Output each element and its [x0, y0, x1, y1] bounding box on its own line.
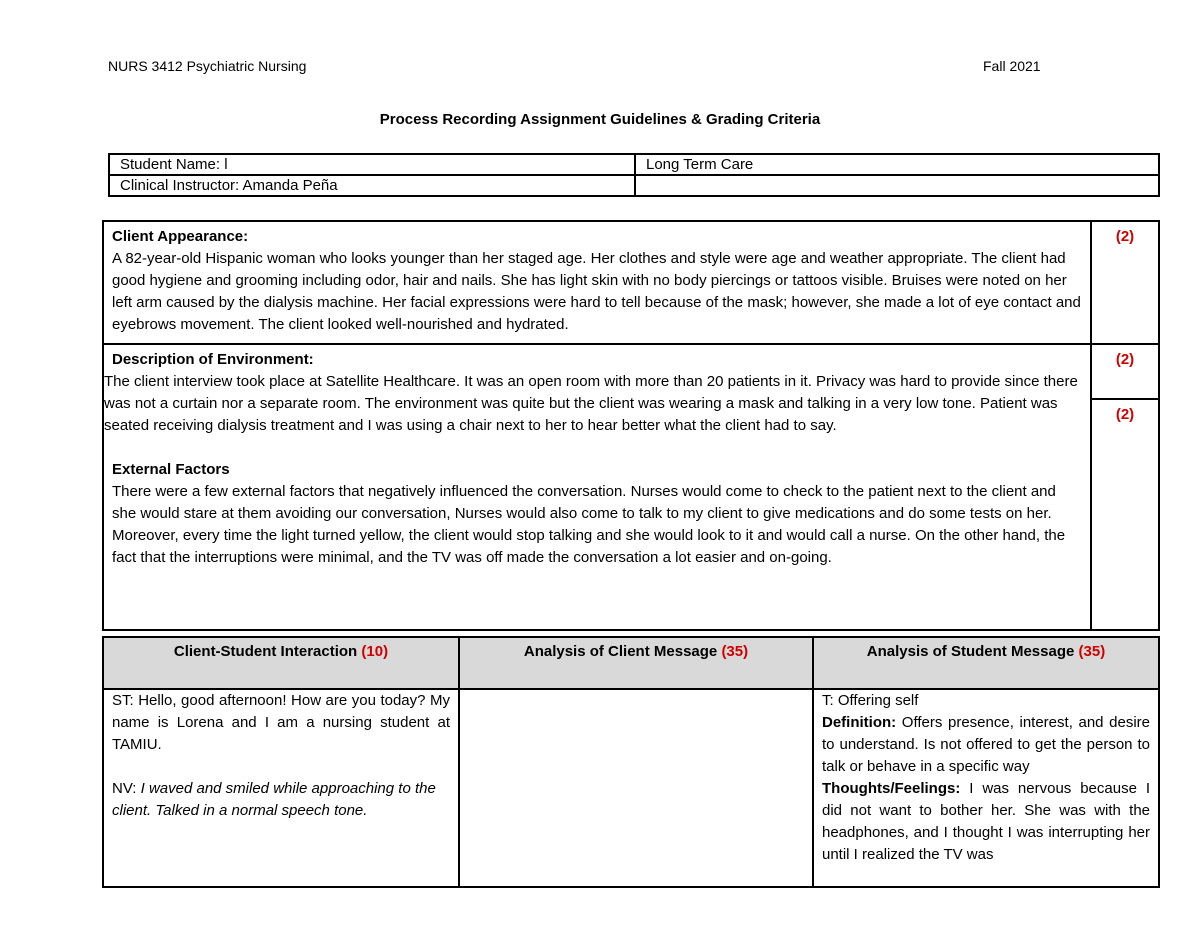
page-title: Process Recording Assignment Guidelines & Grading Criteria — [379, 111, 821, 128]
student-analysis-cell — [813, 689, 1159, 887]
blank-cell — [635, 175, 1159, 196]
interaction-cell — [103, 689, 459, 887]
environment-score: (2) — [1091, 344, 1159, 399]
term: Fall 2021 — [983, 58, 1041, 74]
student-name: Student Name: l — [109, 154, 635, 175]
client-analysis-cell — [459, 689, 813, 887]
course-title: NURS 3412 Psychiatric Nursing — [108, 58, 307, 74]
table-row — [103, 689, 1159, 887]
student-info-table — [108, 153, 1160, 197]
student-statement: ST: Hello, good afternoon! How are you today? My name is Lorena and I am a nursing student at TAMIU. — [112, 692, 450, 753]
nonverbal-note: NV: I waved and smiled while approaching to the client. Talked in a normal speech tone. — [112, 780, 436, 819]
technique: T: Offering self — [822, 692, 919, 709]
col-analysis-client-message: Analysis of Client Message (35) — [459, 637, 813, 689]
environment-text: The client interview took place at Satellite Healthcare. It was an open room with more than 20 patients in it. Privacy was hard to provide since there was not a curtain nor a separate room. The environment was quite but the client was wearing a mask and talking in a very low tone. Patient was seated receiving dialysis treatment and I was using a chair next to her to hear better what the client had to say. — [104, 373, 1078, 434]
client-appearance-section — [103, 221, 1091, 344]
col-client-student-interaction: Client-Student Interaction (10) — [103, 637, 459, 689]
setting: Long Term Care — [635, 154, 1159, 175]
assessment-table — [102, 220, 1160, 631]
external-factors-score: (2) — [1091, 399, 1159, 630]
clinical-instructor: Clinical Instructor: Amanda Peña — [109, 175, 635, 196]
col-analysis-student-message: Analysis of Student Message (35) — [813, 637, 1159, 689]
external-factors-heading: External Factors — [112, 461, 230, 478]
external-factors-text: There were a few external factors that negatively influenced the conversation. Nurses would come to check to the patient next to the client and she would stare at them avoiding our conversation, Nurses would also come to talk to my client to give medications and do some tests on her. Moreover, every time the light turned yellow, the client would stop talking and she would look to it and would call a nurse. On the other hand, the fact that the interruptions were minimal, and the TV was off made the conversation a lot easier and on-going. — [112, 483, 1066, 566]
environment-heading: Description of Environment: — [112, 351, 314, 368]
appearance-score: (2) — [1091, 221, 1159, 344]
environment-section — [103, 344, 1091, 630]
thoughts-feelings: Thoughts/Feelings: I was nervous because I did not want to bother her. She was with the headphones, and I thought I was interrupting her until I realized the TV was — [822, 780, 1150, 863]
client-appearance-heading: Client Appearance: — [112, 228, 249, 245]
interaction-table — [102, 636, 1160, 888]
client-appearance-text: A 82-year-old Hispanic woman who looks younger than her staged age. Her clothes and style were age and weather appropriate. The client had good hygiene and grooming including odor, hair and nails. She has light skin with no body piercings or tattoos visible. Bruises were noted on her left arm caused by the dialysis machine. Her facial expressions were hard to tell because of the mask; however, she made a lot of eye contact and eyebrows movement. The client looked well-nourished and hydrated. — [112, 250, 1081, 333]
definition: Definition: Offers presence, interest, and desire to understand. Is not offered to get the person to talk or behave in a specific way — [822, 714, 1150, 775]
